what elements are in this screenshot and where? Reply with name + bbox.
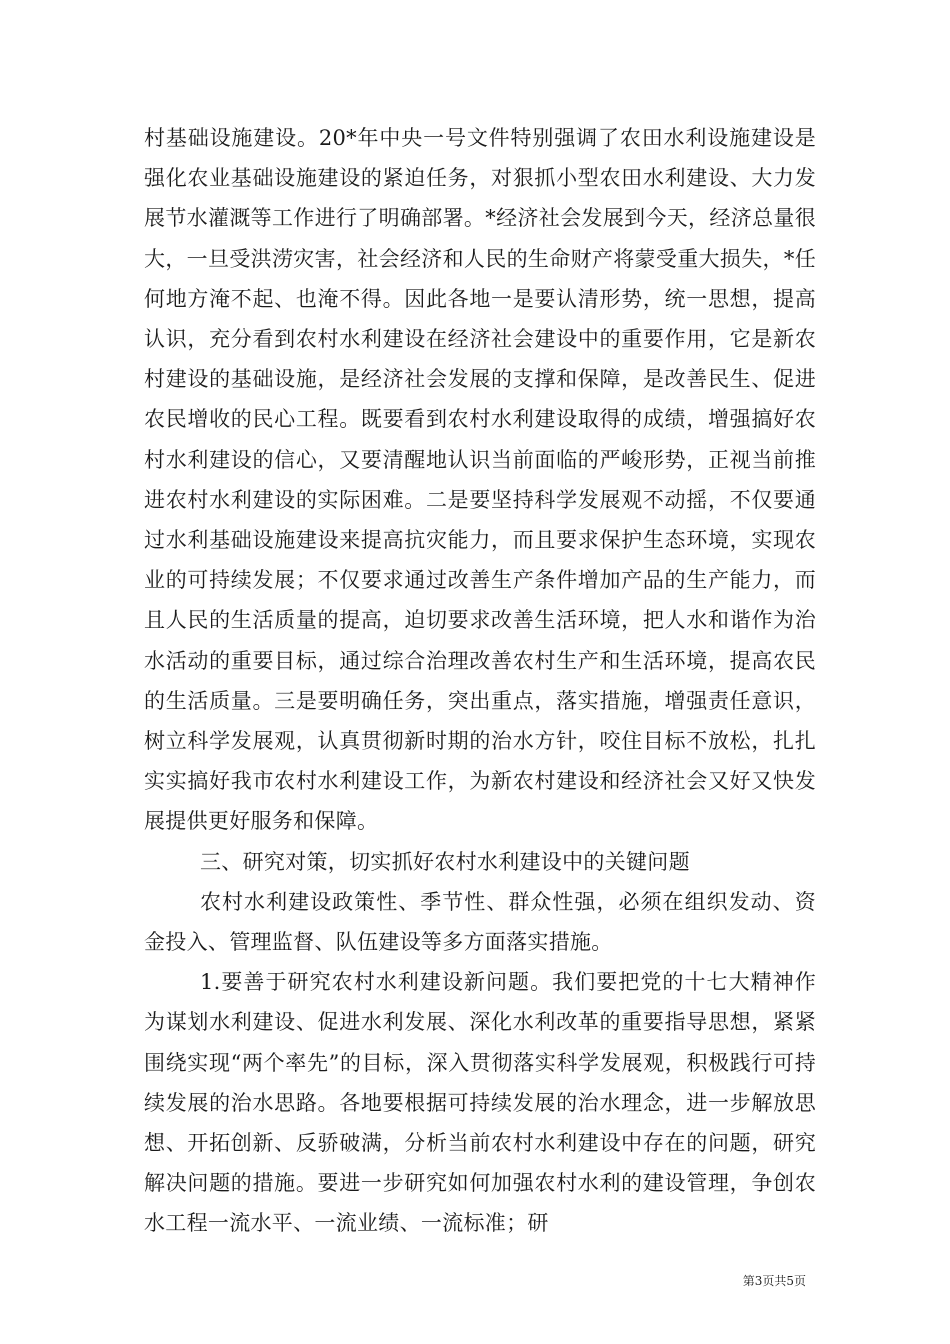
body-paragraph: 村基础设施建设。20*年中央一号文件特别强调了农田水利设施建设是强化农业基础设施建设的紧迫任务，对狠抓小型农田水利建设、大力发展节水灌溉等工作进行了明确部署。*经济社会发展到今天，经济总量很大，一旦受洪涝灾害，社会经济和人民的生命财产将蒙受重大损失，*任何地方淹不起、也淹不得。因此各地一是要认清形势，统一思想，提高认识，充分看到农村水利建设在经济社会建设中的重要作用，它是新农村建设的基础设施，是经济社会发展的支撑和保障，是改善民生、促进农民增收的民心工程。既要看到农村水利建设取得的成绩，增强搞好农村水利建设的信心，又要清醒地认识当前面临的严峻形势，正视当前推进农村水利建设的实际困难。二是要坚持科学发展观不动摇，不仅要通过水利基础设施建设来提高抗灾能力，而且要求保护生态环境，实现农业的可持续发展；不仅要求通过改善生产条件增加产品的生产能力，而且人民的生活质量的提高，迫切要求改善生活环境，把人水和谐作为治水活动的重要目标，通过综合治理改善农村生产和生活环境，提高农民的生活质量。三是要明确任务，突出重点，落实措施，增强责任意识，树立科学发展观，认真贯彻新时期的治水方针，咬住目标不放松，扎扎实实搞好我市农村水利建设工作，为新农村建设和经济社会又好又快发展提供更好服务和保障。 <box>144 126 816 834</box>
page-number: 第3页共5页 <box>742 1274 806 1288</box>
section-heading: 三、研究对策，切实抓好农村水利建设中的关键问题 <box>200 849 690 874</box>
document-body <box>144 118 816 1244</box>
body-paragraph: 农村水利建设政策性、季节性、群众性强，必须在组织发动、资金投入、管理监督、队伍建设等多方面落实措施。 <box>144 889 816 955</box>
body-paragraph: 1.要善于研究农村水利建设新问题。我们要把党的十七大精神作为谋划水利建设、促进水利发展、深化水利改革的重要指导思想，紧紧围绕实现“两个率先”的目标，深入贯彻落实科学发展观，积极践行可持续发展的治水思路。各地要根据可持续发展的治水理念，进一步解放思想、开拓创新、反骄破满，分析当前农村水利建设中存在的问题，研究解决问题的措施。要进一步研究如何加强农村水利的建设管理，争创农水工程一流水平、一流业绩、一流标准；研 <box>144 970 816 1236</box>
